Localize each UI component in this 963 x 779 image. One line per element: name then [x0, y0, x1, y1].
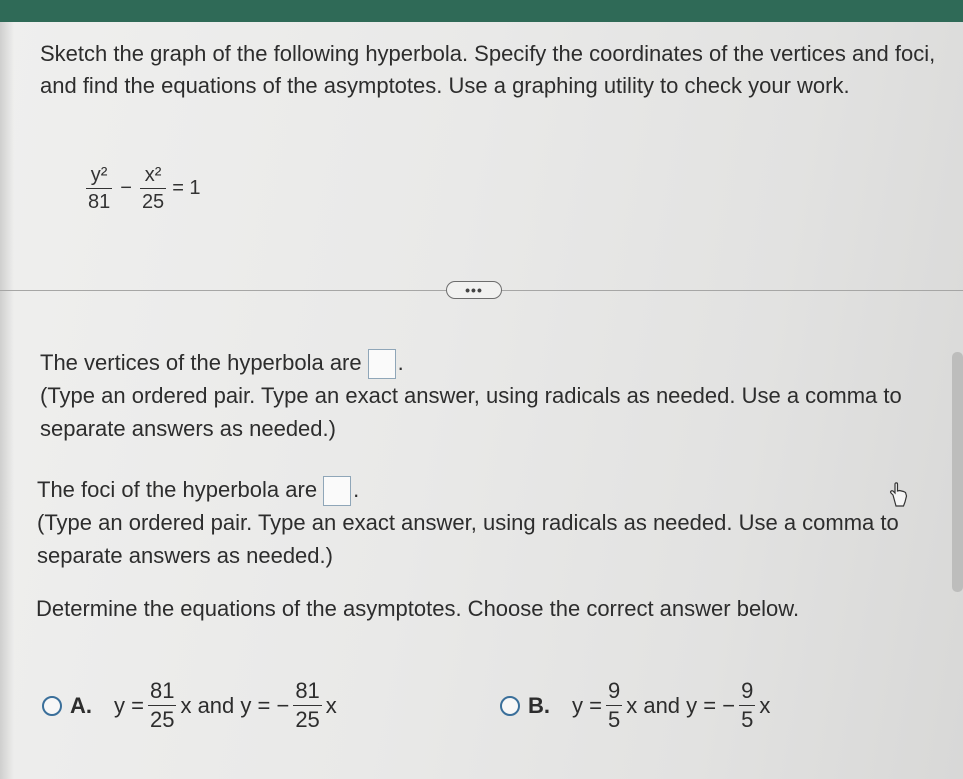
denominator: 25 [140, 188, 166, 212]
foci-line [37, 473, 937, 506]
choice-middle: x and y = − [626, 692, 736, 718]
foci-prompt: The foci of the hyperbola are [37, 477, 318, 502]
foci-hint: (Type an ordered pair. Type an exact answer, using radicals as needed. Use a comma to separate answers as needed.) [37, 510, 899, 569]
period: . [397, 350, 404, 375]
equation-rhs: = 1 [172, 177, 201, 199]
vertices-hint: (Type an ordered pair. Type an exact answer, using radicals as needed. Use a comma to separate answers as needed.) [40, 383, 902, 442]
choice-a[interactable] [42, 680, 341, 731]
period: . [353, 477, 360, 502]
choice-var: x [759, 692, 771, 718]
choice-b[interactable] [500, 680, 774, 731]
foci-section [37, 473, 937, 572]
numerator: y² [90, 164, 108, 186]
fraction-y-term [86, 165, 112, 212]
numerator: x² [144, 164, 162, 186]
vertices-section [40, 346, 940, 445]
choice-letter: B. [528, 692, 550, 718]
choice-lhs: y = [114, 692, 144, 718]
minus-sign: − [120, 177, 132, 199]
left-panel-edge [0, 22, 14, 779]
choice-fraction [606, 680, 622, 731]
foci-answer-input[interactable] [323, 476, 351, 506]
numerator: 81 [295, 678, 320, 703]
scrollbar[interactable] [952, 352, 963, 592]
radio-button-b[interactable] [500, 696, 520, 716]
numerator: 81 [149, 678, 175, 703]
more-options-button[interactable]: ••• [446, 281, 502, 299]
choice-fraction [293, 680, 321, 731]
choice-fraction [148, 680, 176, 731]
choice-lhs: y = [572, 692, 602, 718]
top-bar [0, 0, 963, 22]
denominator: 5 [741, 707, 754, 732]
denominator: 5 [607, 707, 621, 732]
numerator: 9 [607, 678, 621, 703]
question-text: Sketch the graph of the following hyperbola. Specify the coordinates of the vertices and foci, and find the equations of the asymptotes. Use a graphing utility to check your work. [40, 41, 936, 98]
asymptotes-prompt: Determine the equations of the asymptotes. Choose the correct answer below. [36, 596, 800, 621]
vertices-answer-input[interactable] [368, 349, 396, 379]
choice-letter: A. [70, 692, 92, 718]
fraction-x-term [140, 165, 166, 212]
vertices-line [40, 346, 940, 379]
choice-var: x [325, 692, 337, 718]
denominator: 25 [149, 707, 175, 732]
denominator: 25 [295, 707, 320, 732]
numerator: 9 [741, 678, 754, 703]
vertices-prompt: The vertices of the hyperbola are [40, 350, 362, 375]
mouse-cursor-icon [889, 482, 909, 508]
denominator: 81 [86, 188, 112, 212]
choice-fraction [739, 680, 755, 731]
choice-middle: x and y = − [180, 692, 290, 718]
radio-button-a[interactable] [42, 696, 62, 716]
hyperbola-equation [86, 165, 201, 212]
